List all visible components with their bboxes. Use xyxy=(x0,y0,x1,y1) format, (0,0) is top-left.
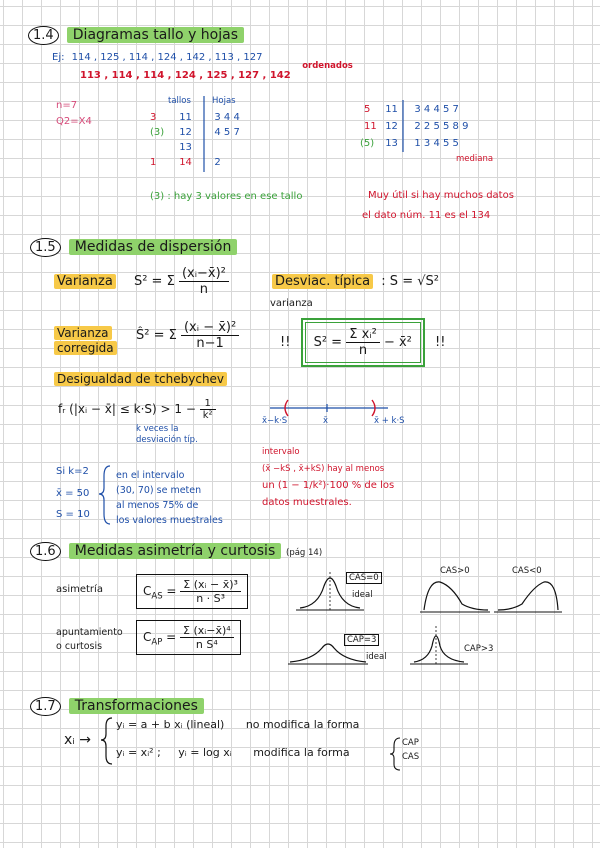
row-count: 5 xyxy=(364,104,371,115)
asim-label: asimetría xyxy=(56,584,103,595)
line2-a: yᵢ = xᵢ² ; xyxy=(116,746,161,759)
frac-numerator: Σ (xᵢ−x̄)⁴ xyxy=(180,624,234,638)
row-hojas: 1 3 4 5 5 xyxy=(414,138,459,149)
ex-s: S = 10 xyxy=(56,509,90,520)
apunt-label-2: o curtosis xyxy=(56,641,103,652)
row-tallo: 12 xyxy=(385,121,398,132)
ideal-1: ideal xyxy=(352,590,373,600)
frac-denominator: n · S³ xyxy=(196,592,226,605)
alt-rhs: − x̄² xyxy=(383,335,412,350)
hojas-header: Hojas xyxy=(212,96,236,106)
section-number: 1.4 xyxy=(28,26,59,45)
frac-denominator: n−1 xyxy=(196,336,224,351)
varianza-small: varianza xyxy=(270,298,313,309)
cas0-text: CAS=0 xyxy=(349,573,379,583)
brace-labels xyxy=(402,736,419,764)
cap-gt3-label: CAP>3 xyxy=(464,644,494,654)
cap3-text: CAP=3 xyxy=(347,635,377,645)
section-number: 1.5 xyxy=(30,238,61,257)
xi-text: xᵢ xyxy=(64,732,75,748)
var-corr-label-2: corregida xyxy=(54,341,117,355)
example-values: 114 , 125 , 114 , 124 , 142 , 113 , 127 xyxy=(71,52,263,63)
desv-label: Desviac. típica xyxy=(272,274,373,289)
ideal-2: ideal xyxy=(366,652,387,662)
ordered-note: ordenados xyxy=(302,61,353,71)
cas-lhs: C xyxy=(143,584,152,598)
transform-line-2 xyxy=(116,746,350,759)
pag-note: (pág 14) xyxy=(286,548,323,558)
interval-note-2: (x̄ −kS , x̄+kS) hay al menos xyxy=(262,464,385,474)
row-count: 3 xyxy=(150,112,157,123)
row-count: (3) xyxy=(150,127,165,138)
frac-numerator: 1 xyxy=(200,398,216,410)
interval-note-4: datos muestrales. xyxy=(262,497,352,508)
frac-denominator: n S⁴ xyxy=(195,638,218,651)
axis-left: x̄−k·S xyxy=(262,416,288,426)
frac-numerator: (xᵢ − x̄)² xyxy=(181,320,239,336)
useful-note: Muy útil si hay muchos datos xyxy=(368,190,514,201)
row-tallo: 11 xyxy=(385,104,398,115)
alt-lhs: S² = xyxy=(313,335,343,350)
ex-note-2: (30, 70) se meten xyxy=(116,485,202,496)
frac-denominator: n xyxy=(199,282,209,297)
line2-note: modifica la forma xyxy=(253,746,350,759)
axis-right: x̄ + k·S xyxy=(374,416,405,426)
ex-note-3: al menos 75% de xyxy=(116,500,199,511)
cas-sub: AS xyxy=(151,591,163,602)
useful-note: el dato núm. 11 es el 134 xyxy=(362,210,491,221)
cheby-title-text: Desigualdad de tchebychev xyxy=(54,372,227,386)
varianza-formula-lhs: S² = Σ xyxy=(133,274,175,289)
row-tallo: 14 xyxy=(179,157,192,168)
row-tallo: 12 xyxy=(179,127,192,138)
note-three: (3) : hay 3 valores en ese tallo xyxy=(150,191,303,202)
ex-note-4: los valores muestrales xyxy=(116,515,223,526)
k-note-1: k veces la xyxy=(136,424,179,434)
cap-lhs: C xyxy=(143,630,152,644)
ex-note-1: en el intervalo xyxy=(116,470,185,481)
axis-mid: x̄ xyxy=(323,416,329,426)
var-corr-lhs: Ŝ² = Σ xyxy=(136,328,177,343)
section-number: 1.6 xyxy=(30,542,61,561)
example-label: Ej: xyxy=(52,52,65,63)
tallos-header: tallos xyxy=(168,96,191,106)
section-title: Medidas asimetría y curtosis xyxy=(69,543,281,559)
section-number: 1.7 xyxy=(30,697,61,716)
frac-numerator: (xᵢ−x̄)² xyxy=(179,266,229,282)
row-hojas: 3 4 4 xyxy=(214,112,240,123)
frac-denominator: n xyxy=(358,343,368,358)
cap-sub: AP xyxy=(151,637,163,648)
row-hojas: 2 xyxy=(214,157,221,168)
section-title: Diagramas tallo y hojas xyxy=(67,27,244,43)
ex-mean: x̄ = 50 xyxy=(56,488,90,499)
mediana-label: mediana xyxy=(456,154,494,164)
transform-line-1 xyxy=(116,718,359,731)
xi-symbol: xᵢ → xyxy=(64,732,91,748)
ex-k: Si k=2 xyxy=(56,466,89,477)
row-hojas: 3 4 4 5 7 xyxy=(414,104,459,115)
frac-denominator: k² xyxy=(202,410,213,421)
q2-label: Q2=X4 xyxy=(56,116,92,127)
varianza-label: Varianza xyxy=(54,274,116,289)
ordered-values: 113 , 114 , 114 , 124 , 125 , 127 , 142 xyxy=(80,70,291,81)
cas-neg-label: CAS<0 xyxy=(512,566,542,576)
alt-suffix: !! xyxy=(435,335,446,350)
row-tallo: 11 xyxy=(179,112,192,123)
interval-note-1: intervalo xyxy=(262,447,300,457)
section-title: Transformaciones xyxy=(69,698,204,714)
row-count: (5) xyxy=(360,138,375,149)
desv-formula: : S = √S² xyxy=(381,274,439,289)
cas-formula-box: $C_{AS}$ = $\frac{\text{Σ (xᵢ − x̄)³}}{\text{n · S³}}$ xyxy=(136,574,248,609)
row-hojas: 4 5 7 xyxy=(214,127,240,138)
apunt-label-1: apuntamiento xyxy=(56,627,123,638)
line1: yᵢ = a + b xᵢ (lineal) xyxy=(116,718,225,731)
n-label: n=7 xyxy=(56,100,78,111)
alt-prefix: !! xyxy=(280,335,291,350)
row-count: 11 xyxy=(364,121,377,132)
line1-note: no modifica la forma xyxy=(245,718,360,731)
section-title: Medidas de dispersión xyxy=(69,239,238,255)
var-corr-label-1: Varianza xyxy=(54,326,112,340)
brace-bot: CAS xyxy=(402,752,420,762)
k-note-2: desviación típ. xyxy=(136,435,198,445)
frac-numerator: Σ (xᵢ − x̄)³ xyxy=(180,578,241,592)
line2-b: yᵢ = log xᵢ xyxy=(178,746,232,759)
cheby-lhs: fᵣ (|xᵢ − x̄| ≤ k·S) > 1 − xyxy=(58,402,196,416)
row-hojas: 2 2 5 5 8 9 xyxy=(414,121,469,132)
row-count: 1 xyxy=(150,157,157,168)
cap-formula-box: $C_{AP}$ = $\frac{\text{Σ (xᵢ−x̄)⁴}}{\text{n S⁴}}$ xyxy=(136,620,241,655)
frac-numerator: Σ xᵢ² xyxy=(346,327,380,343)
cas-pos-label: CAS>0 xyxy=(440,566,470,576)
row-tallo: 13 xyxy=(179,142,192,153)
interval-note-3: un (1 − 1/k²)·100 % de los xyxy=(262,480,395,491)
row-tallo: 13 xyxy=(385,138,398,149)
brace-top: CAP xyxy=(402,738,419,748)
